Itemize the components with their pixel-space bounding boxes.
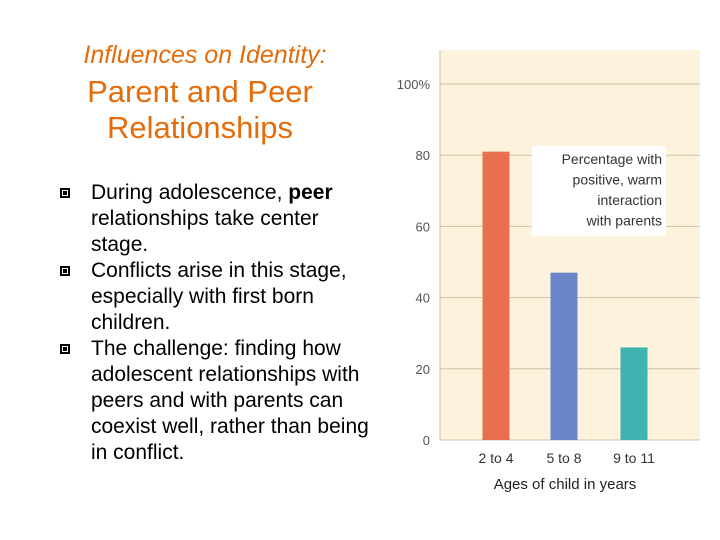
- legend-text-line: interaction: [597, 192, 662, 208]
- bar-chart: [370, 40, 700, 500]
- bar: [483, 152, 510, 440]
- legend-text-line: with parents: [586, 212, 662, 229]
- y-tick-label: 100%: [396, 77, 430, 92]
- x-tick-label: 9 to 11: [613, 450, 655, 466]
- bullet-list: [60, 180, 370, 466]
- y-tick-label: 40: [415, 290, 430, 306]
- bullet-text: The challenge: finding how adolescent relationships with peers and with parents can coexist well, rather than being in conflict.: [91, 337, 369, 464]
- x-tick-label: 2 to 4: [478, 450, 514, 466]
- square-bullet-icon: [60, 344, 70, 354]
- bullet-text-pre: During adolescence,: [91, 181, 289, 204]
- bullet-item: [60, 336, 370, 466]
- bullet-text: Conflicts arise in this stage, especially with first born children.: [91, 259, 347, 334]
- bullet-item: [60, 180, 370, 258]
- y-tick-label: 0: [422, 433, 430, 448]
- bullet-text-bold: peer: [288, 181, 333, 204]
- x-axis-label: Ages of child in years: [493, 476, 637, 493]
- square-bullet-icon: [60, 188, 70, 198]
- bar: [551, 273, 578, 440]
- legend-text-line: positive, warm: [572, 171, 662, 188]
- slide-title: Parent and Peer Relationships: [87, 74, 313, 145]
- y-tick-label: 80: [415, 148, 430, 164]
- y-tick-label: 60: [415, 219, 430, 235]
- bullet-text-post: relationships take center stage.: [91, 207, 319, 256]
- slide-subtitle: Influences on Identity:: [83, 41, 327, 69]
- square-bullet-icon: [60, 266, 70, 276]
- x-tick-label: 5 to 8: [546, 450, 582, 466]
- y-tick-label: 20: [415, 361, 430, 377]
- legend-text-line: Percentage with: [561, 151, 662, 167]
- bar: [621, 347, 648, 440]
- bullet-item: [60, 258, 370, 336]
